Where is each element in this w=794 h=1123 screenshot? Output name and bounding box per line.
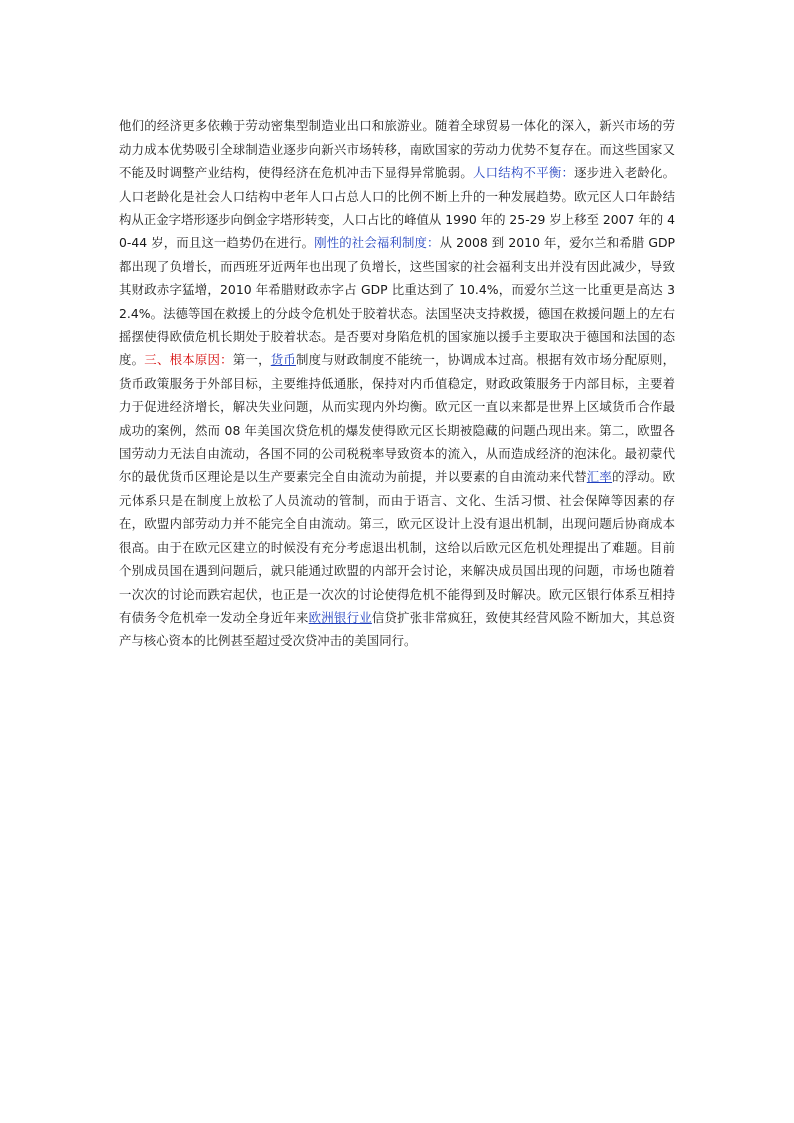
body-paragraph	[119, 114, 675, 652]
section-heading-root-causes: 三、根本原因：	[144, 352, 233, 368]
section-heading-population-structure: 人口结构不平衡：	[472, 165, 575, 181]
text-segment: 从 2008 到 2010 年，爱尔兰和希腊 GDP 都出现了负增长，而西班牙近两年也出现了负增长，这些国家的社会福利支出并没有因此减少，导致其财政赤字猛增，2010 年希腊财政赤字占 GDP 比重达到了 10.4%，而爱尔兰这一比重更是高达 32.4%。法德等国在救援上的分歧令危机处于胶着状态。法国坚决支持救援，德国在救援问题上的左右摇摆使得欧债危机长期处于胶着状态。是否要对身陷危机的国家施以援手主要取决于德国和法国的态度。	[119, 235, 676, 368]
section-heading-social-welfare: 刚性的社会福利制度：	[314, 235, 440, 251]
text-segment: 第一，	[232, 352, 271, 368]
text-segment: 他们的经济更多依赖于劳动密集型制造业出口和旅游业。随着全球贸易一体化的深入，新兴市场的劳动力成本优势吸引全球制造业逐步向新兴市场转移，南欧国家的劳动力优势不复存在。而这些国家又不能及时调整产业结构，使得经济在危机冲击下显得异常脆弱。	[119, 118, 675, 181]
text-segment: 制度与财政制度不能统一，协调成本过高。根据有效市场分配原则，货币政策服务于外部目标，主要维持低通胀，保持对内币值稳定，财政政策服务于内部目标，主要着力于促进经济增长，解决失业问题，从而实现内外均衡。欧元区一直以来都是世界上区域货币合作最成功的案例，然而 08 年美国次贷危机的爆发使得欧元区长期被隐藏的问题凸现出来。第二，欧盟各国劳动力无法自由流动，各国不同的公司税税率导致资本的流入，从而造成经济的泡沫化。最初蒙代尔的最优货币区理论是以生产要素完全自由流动为前提，并以要素的自由流动来代替	[119, 352, 676, 485]
link-currency[interactable]: 货币	[270, 352, 297, 368]
text-segment: 信贷扩张非常疯狂，致使其经营风险不断加大，其总资产与核心资本的比例甚至超过受次贷冲击的美国同行。	[119, 609, 676, 649]
text-segment: 逐步进入老龄化。人口老龄化是社会人口结构中老年人口占总人口的比例不断上升的一种发展趋势。欧元区人口年龄结构从正金字塔形逐步向倒金字塔形转变，人口占比的峰值从 1990 年的 25-29 岁上移至 2007 年的 40-44 岁，而且这一趋势仍在进行。	[119, 165, 676, 251]
link-european-banking[interactable]: 欧洲银行业	[308, 609, 372, 625]
text-segment: 的浮动。欧元体系只是在制度上放松了人员流动的管制，而由于语言、文化、生活习惯、社会保障等因素的存在，欧盟内部劳动力并不能完全自由流动。第三，欧元区设计上没有退出机制，出现问题后协商成本很高。由于在欧元区建立的时候没有充分考虑退出机制，这给以后欧元区危机处理提出了难题。目前个别成员国在遇到问题后，就只能通过欧盟的内部开会讨论，来解决成员国出现的问题，市场也随着一次次的讨论而跌宕起伏，也正是一次次的讨论使得危机不能得到及时解决。欧元区银行体系互相持有债务令危机牵一发动全身近年来	[119, 469, 676, 625]
link-exchange-rate[interactable]: 汇率	[586, 469, 613, 485]
